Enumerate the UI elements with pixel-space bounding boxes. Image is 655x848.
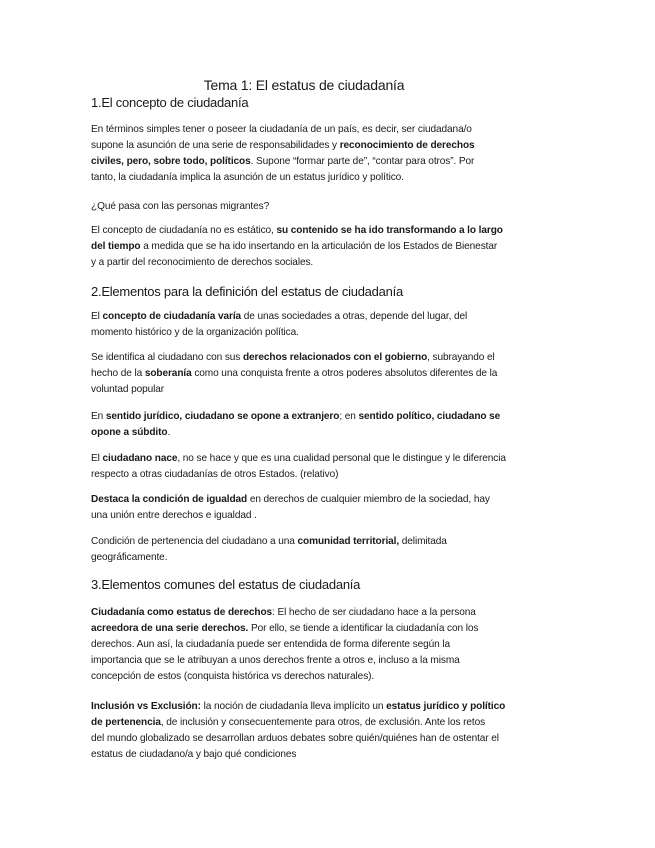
text-run: ¿Qué pasa con las personas migrantes? (91, 201, 270, 212)
text-run: del mundo globalizado se desarrollan arduos debates sobre quién/quiénes han de ostentar el (91, 733, 499, 745)
text-line (91, 550, 571, 566)
text-run: El (91, 311, 103, 322)
paragraph (91, 699, 571, 763)
text-line (91, 350, 571, 366)
text-run: El concepto de ciudadanía no es estático, (91, 225, 277, 236)
bold-text: su contenido se ha ido transformando a lo largo (276, 225, 503, 236)
text-run: una unión entre derechos e igualdad . (91, 510, 257, 522)
bold-text: sentido político, ciudadano se (358, 411, 501, 422)
text-run: la noción de ciudadanía lleva implícito un (200, 701, 387, 712)
text-run: geográficamente. (91, 552, 168, 564)
bold-text: del tiempo (91, 241, 141, 253)
text-run: . (167, 427, 171, 439)
text-run: En términos simples tener o poseer la ciudadanía de un país, es decir, ser ciudadana/o (91, 124, 472, 135)
text-run: Por ello, se tiende a identificar la ciudadanía con los (248, 623, 479, 635)
bold-text: acreedora de una serie derechos. (91, 623, 249, 635)
text-run: momento histórico y de la organización política. (91, 327, 299, 339)
text-line (91, 382, 571, 398)
text-line (91, 255, 571, 271)
text-run: delimitada (399, 536, 447, 547)
paragraph (91, 199, 571, 215)
text-run: Se identifica al ciudadano con sus (91, 352, 243, 363)
text-line (91, 747, 571, 763)
text-line (91, 715, 571, 731)
text-line (91, 508, 571, 524)
text-line (91, 534, 571, 550)
text-run: tanto, la ciudadanía implica la asunción de un estatus jurídico y político. (91, 172, 404, 184)
text-line (91, 621, 571, 637)
text-line (91, 653, 571, 669)
text-run: supone la asunción de una serie de responsabilidades y (91, 140, 340, 152)
bold-text: reconocimiento de derechos (339, 140, 475, 152)
bold-text: comunidad territorial, (297, 536, 400, 547)
text-line (91, 605, 571, 621)
text-run: en derechos de cualquier miembro de la sociedad, hay (247, 494, 490, 505)
text-run: como una conquista frente a otros poderes absolutos diferentes de la (191, 368, 498, 380)
bold-text: sentido jurídico, ciudadano se opone a extranjero (105, 411, 340, 422)
bold-text: concepto de ciudadanía varía (102, 311, 242, 322)
text-run: derechos. Aun así, la ciudadanía puede ser entendida de forma diferente según la (91, 639, 450, 651)
section-heading-3: 3.Elementos comunes del estatus de ciudadanía (91, 577, 361, 592)
text-run: voluntad popular (91, 384, 165, 396)
text-line (91, 409, 571, 425)
bold-text: civiles, pero, sobre todo, políticos (91, 156, 251, 168)
text-line (91, 669, 571, 685)
bold-text: estatus jurídico y político (386, 701, 506, 712)
section-heading-1: 1.El concepto de ciudadanía (91, 95, 249, 110)
document-title: Tema 1: El estatus de ciudadanía (203, 77, 405, 93)
section-heading-2: 2.Elementos para la definición del estatus de ciudadanía (91, 284, 403, 299)
bold-text: Destaca la condición de igualdad (91, 494, 248, 505)
paragraph (91, 534, 571, 566)
bold-text: de pertenencia (91, 717, 161, 729)
bold-text: soberanía (144, 368, 192, 380)
bold-text: Ciudadanía como estatus de derechos (91, 607, 273, 618)
paragraph (91, 122, 571, 186)
text-line (91, 325, 571, 341)
paragraph (91, 451, 571, 483)
text-line (91, 199, 571, 215)
bold-text: Inclusión vs Exclusión: (91, 701, 201, 712)
text-line (91, 699, 571, 715)
text-line (91, 492, 571, 508)
text-run: respecto a otras ciudadanías de otros Estados. (relativo) (91, 469, 339, 481)
text-run: a medida que se ha ido insertando en la articulación de los Estados de Bienestar (140, 241, 498, 253)
bold-text: ciudadano nace (102, 453, 178, 464)
text-run: : El hecho de ser ciudadano hace a la persona (272, 607, 476, 618)
text-run: y a partir del reconocimiento de derechos sociales. (91, 257, 314, 269)
text-run: , subrayando el (427, 352, 495, 363)
text-line (91, 467, 571, 483)
text-line (91, 239, 571, 255)
text-line (91, 309, 571, 325)
text-line (91, 223, 571, 239)
paragraph (91, 409, 571, 441)
paragraph (91, 350, 571, 398)
text-line (91, 425, 571, 441)
text-run: ; en (339, 411, 359, 422)
text-run: de unas sociedades a otras, depende del lugar, del (241, 311, 468, 322)
text-run: estatus de ciudadano/a y bajo qué condiciones (91, 749, 297, 761)
text-line (91, 170, 571, 186)
bold-text: derechos relacionados con el gobierno (242, 352, 428, 363)
paragraph (91, 492, 571, 524)
text-line (91, 451, 571, 467)
text-line (91, 366, 571, 382)
paragraph (91, 223, 571, 271)
text-line (91, 731, 571, 747)
bold-text: opone a súbdito (91, 427, 168, 439)
text-run: Condición de pertenencia del ciudadano a una (91, 536, 298, 547)
text-line (91, 637, 571, 653)
paragraph (91, 605, 571, 685)
text-run: importancia que se le atribuyan a unos derechos frente a otros e, incluso a la misma (91, 655, 460, 667)
text-line (91, 138, 571, 154)
text-run: En (91, 411, 106, 422)
text-run: El (91, 453, 103, 464)
text-run: . Supone “formar parte de”, “contar para otros”. Por (250, 156, 475, 168)
paragraph (91, 309, 571, 341)
text-line (91, 154, 571, 170)
text-run: , no se hace y que es una cualidad personal que le distingue y le diferencia (177, 453, 506, 464)
text-run: concepción de estos (conquista histórica vs derechos naturales). (91, 671, 375, 683)
text-run: , de inclusión y consecuentemente para otros, de exclusión. Ante los retos (160, 717, 486, 729)
text-line (91, 122, 571, 138)
text-run: hecho de la (91, 368, 145, 380)
